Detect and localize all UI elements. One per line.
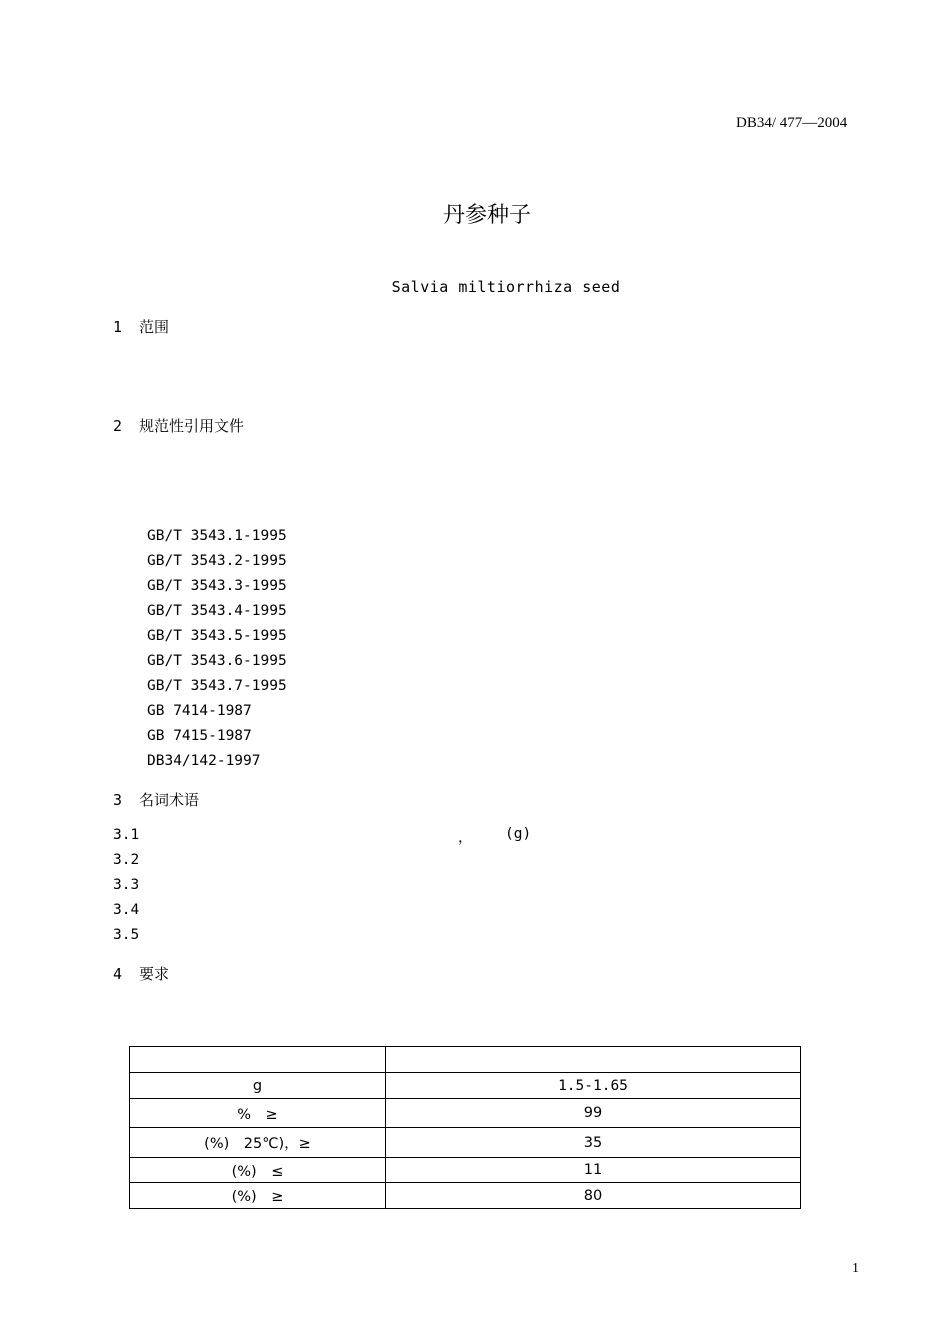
- table-cell-item: (%) 25℃)，≥: [130, 1128, 386, 1158]
- section-heading-scope: [113, 316, 169, 337]
- table-cell-item: % ≥: [130, 1099, 386, 1128]
- reference-item: GB 7414-1987: [147, 703, 252, 719]
- section-number: 3: [113, 791, 123, 809]
- reference-item: DB34/142-1997: [147, 753, 261, 769]
- term-unit: (g): [505, 826, 532, 842]
- reference-item: GB/T 3543.7-1995: [147, 678, 287, 694]
- table-cell-value: 99: [386, 1099, 801, 1128]
- reference-item: GB/T 3543.1-1995: [147, 528, 287, 544]
- document-title: 丹参种子: [442, 203, 531, 228]
- section-title: 规范性引用文件: [139, 417, 245, 435]
- section-number: 2: [113, 417, 123, 435]
- reference-item: GB/T 3543.5-1995: [147, 628, 287, 644]
- section-number: 1: [113, 318, 123, 336]
- table-cell-item: g: [130, 1073, 386, 1099]
- document-number: DB34/ 477—2004: [736, 115, 848, 131]
- table-cell-item: (%) ≥: [130, 1183, 386, 1209]
- table-row: [130, 1128, 801, 1158]
- section-number: 4: [113, 965, 123, 983]
- reference-item: GB/T 3543.6-1995: [147, 653, 287, 669]
- section-title: 要求: [139, 965, 170, 983]
- section-title: 范围: [139, 318, 170, 336]
- section-heading-requirements: [113, 963, 169, 984]
- table-cell-value: 35: [386, 1128, 801, 1158]
- table-row: [130, 1158, 801, 1183]
- table-row: [130, 1099, 801, 1128]
- term-item: 3.3: [113, 877, 140, 893]
- term-item: 3.1: [113, 827, 140, 843]
- table-header-cell: [130, 1047, 386, 1073]
- page-number: 1: [852, 1261, 859, 1276]
- section-title: 名词术语: [139, 791, 200, 809]
- table-cell-item: (%) ≤: [130, 1158, 386, 1183]
- reference-item: GB 7415-1987: [147, 728, 252, 744]
- table-cell-value: 11: [386, 1158, 801, 1183]
- table-cell-value: 80: [386, 1183, 801, 1209]
- table-header-row: [130, 1047, 801, 1073]
- term-list: [113, 826, 139, 951]
- reference-list: [147, 527, 287, 777]
- term-comma: ，: [458, 830, 473, 846]
- reference-item: GB/T 3543.2-1995: [147, 553, 287, 569]
- term-item: 3.5: [113, 927, 140, 943]
- document-subtitle: Salvia miltiorrhiza seed: [391, 278, 621, 296]
- term-item: 3.4: [113, 902, 140, 918]
- table-cell-value: 1.5-1.65: [386, 1073, 801, 1099]
- table-row: [130, 1073, 801, 1099]
- term-item: 3.2: [113, 852, 140, 868]
- section-heading-normative-references: [113, 415, 244, 436]
- reference-item: GB/T 3543.4-1995: [147, 603, 287, 619]
- reference-item: GB/T 3543.3-1995: [147, 578, 287, 594]
- table-row: [130, 1183, 801, 1209]
- requirements-table: [129, 1046, 801, 1209]
- table-header-cell: [386, 1047, 801, 1073]
- section-heading-terms: [113, 789, 199, 810]
